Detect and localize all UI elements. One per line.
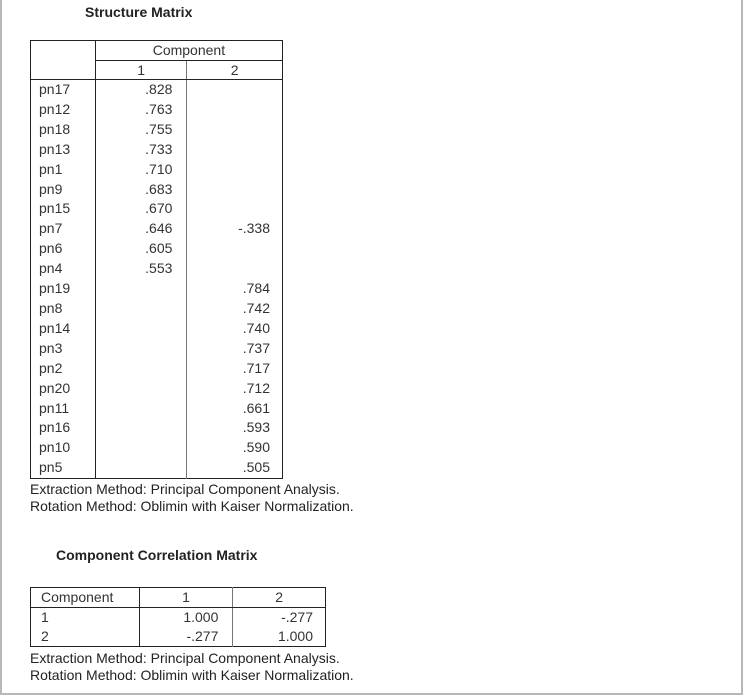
row-label: pn6 — [31, 239, 96, 259]
value-cell: 1.000 — [139, 608, 233, 628]
extraction-method-note: Extraction Method: Principal Component Analysis. — [30, 650, 340, 666]
row-label: pn12 — [31, 100, 96, 120]
value-cell: -.277 — [281, 609, 313, 625]
row-label: pn13 — [31, 140, 96, 160]
value-cell: .710 — [95, 160, 187, 180]
value-cell — [95, 299, 187, 319]
value-cell: .740 — [242, 319, 270, 336]
value-cell — [187, 180, 283, 200]
row-label: pn7 — [31, 219, 96, 239]
table-row — [31, 279, 283, 299]
value-cell — [95, 379, 187, 399]
table-row — [31, 399, 283, 419]
row-label: 2 — [31, 627, 140, 647]
value-cell: .712 — [242, 379, 270, 396]
rotation-method-note: Rotation Method: Oblimin with Kaiser Normalization. — [30, 667, 354, 683]
corner-cell — [31, 41, 96, 80]
table-row — [31, 160, 283, 180]
value-cell: .670 — [95, 199, 187, 219]
value-cell: .733 — [95, 140, 187, 160]
value-cell — [187, 199, 283, 219]
component-column-header: Component — [31, 588, 140, 608]
value-cell — [95, 319, 187, 339]
value-cell: .763 — [95, 100, 187, 120]
table-row — [31, 438, 283, 458]
column-header-2: 2 — [233, 588, 326, 608]
row-label: pn16 — [31, 418, 96, 438]
value-cell: .593 — [242, 419, 270, 436]
row-label: pn20 — [31, 379, 96, 399]
table-row — [31, 120, 283, 140]
table-row — [31, 80, 283, 100]
value-cell: .717 — [242, 359, 270, 376]
row-label: pn17 — [31, 80, 96, 100]
column-header-1: 1 — [139, 588, 233, 608]
value-cell: -.277 — [139, 627, 233, 647]
value-cell: .742 — [242, 299, 270, 316]
table-row — [31, 319, 283, 339]
row-label: pn19 — [31, 279, 96, 299]
value-cell — [187, 80, 283, 100]
value-cell — [95, 399, 187, 419]
table-row — [31, 180, 283, 200]
row-label: pn9 — [31, 180, 96, 200]
structure-matrix-notes — [30, 481, 354, 515]
value-cell — [95, 359, 187, 379]
row-label: pn11 — [31, 399, 96, 419]
table-row — [31, 219, 283, 239]
correlation-matrix-title: Component Correlation Matrix — [56, 547, 258, 563]
table-row — [31, 299, 283, 319]
row-label: 1 — [31, 608, 140, 628]
row-label: pn8 — [31, 299, 96, 319]
extraction-method-note: Extraction Method: Principal Component Analysis. — [30, 481, 340, 497]
row-label: pn5 — [31, 458, 96, 478]
value-cell — [95, 418, 187, 438]
row-label: pn3 — [31, 339, 96, 359]
value-cell — [187, 140, 283, 160]
column-header-1: 1 — [95, 61, 187, 80]
table-row — [31, 418, 283, 438]
table-row — [31, 627, 326, 647]
row-label: pn10 — [31, 438, 96, 458]
value-cell — [187, 160, 283, 180]
value-cell: .828 — [95, 80, 187, 100]
value-cell: .505 — [242, 459, 270, 476]
row-label: pn1 — [31, 160, 96, 180]
structure-matrix-title: Structure Matrix — [85, 4, 193, 20]
column-header-2: 2 — [187, 61, 283, 80]
table-row — [31, 239, 283, 259]
table-row — [31, 608, 326, 628]
correlation-matrix-notes — [30, 650, 354, 684]
value-cell: -.338 — [238, 220, 270, 237]
structure-matrix-table — [30, 40, 283, 479]
row-label: pn2 — [31, 359, 96, 379]
value-cell: .784 — [242, 280, 270, 297]
row-label: pn15 — [31, 199, 96, 219]
value-cell: .605 — [95, 239, 187, 259]
table-row — [31, 458, 283, 478]
value-cell: .646 — [95, 219, 187, 239]
value-cell — [187, 100, 283, 120]
value-cell — [95, 279, 187, 299]
value-cell — [95, 458, 187, 478]
correlation-matrix-table — [30, 587, 326, 647]
row-label: pn18 — [31, 120, 96, 140]
value-cell: .755 — [95, 120, 187, 140]
value-cell: .590 — [242, 439, 270, 456]
value-cell — [95, 339, 187, 359]
rotation-method-note: Rotation Method: Oblimin with Kaiser Normalization. — [30, 498, 354, 514]
table-row — [31, 379, 283, 399]
table-row — [31, 100, 283, 120]
table-row — [31, 359, 283, 379]
value-cell: .683 — [95, 180, 187, 200]
value-cell — [187, 259, 283, 279]
table-row — [31, 259, 283, 279]
value-cell: 1.000 — [277, 628, 313, 644]
value-cell: .661 — [242, 399, 270, 416]
value-cell — [95, 438, 187, 458]
value-cell: .553 — [95, 259, 187, 279]
value-cell: .737 — [242, 339, 270, 356]
value-cell — [187, 120, 283, 140]
table-row — [31, 199, 283, 219]
table-row — [31, 140, 283, 160]
row-label: pn4 — [31, 259, 96, 279]
row-label: pn14 — [31, 319, 96, 339]
value-cell — [187, 239, 283, 259]
table-row — [31, 339, 283, 359]
component-header: Component — [95, 41, 282, 61]
